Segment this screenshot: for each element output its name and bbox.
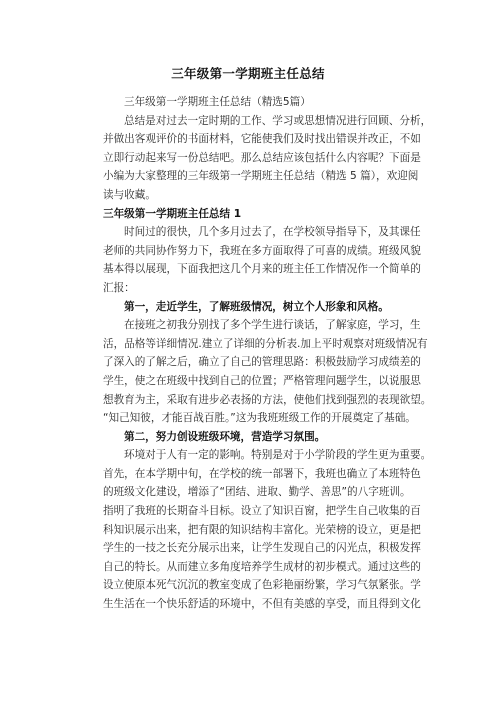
text-line: 生生活在一个快乐舒适的环境中，不但有美感的享受，而且得到文化 [103,598,421,611]
text-line: 老师的共同协作努力下，我班在多方面取得了可喜的成绩。班级风貌 [103,244,421,257]
text-line: “知己知彼，才能百战百胜。”这为我班班级工作的开展奠定了基础。 [103,412,416,425]
text-line: 想教育为主，采取有进步必表扬的方法，使他们找到强烈的表现欲望。 [103,393,432,406]
sub-heading [103,298,400,317]
text-line: 在接班之初我分别找了多个学生进行谈话，了解家庭，学习，生 [124,319,421,332]
text-line: 三年级第一学期班主任总结 1 [103,207,242,220]
text-line: 总结是对过去一定时期的工作、学习或思想情况进行回顾、分析， [124,114,432,127]
text-line: 三年级第一学期班主任总结（精选5篇） [124,96,311,108]
text-line: 指明了我班的长期奋斗目标。设立了知识百窗，把学生自己收集的百 [103,505,421,518]
body-paragraph [103,93,400,112]
text-line: 环境对于人有一定的影响。特别是对于小学阶段的学生更为重要。 [124,449,432,462]
body-paragraph [103,223,421,297]
text-line: 自己的特长。从而建立多角度培养学生成材的初步模式。通过这些的 [103,560,421,573]
text-line: 第二，努力创设班级环境，营造学习氛围。 [124,430,326,443]
body-paragraph [103,112,432,205]
section-heading [103,205,400,224]
text-line: 首先，在本学期中旬，在学校的统一部署下，我班也确立了本班特色 [103,467,421,480]
text-line: 基本得以展现，下面我把这几个月来的班主任工作情况作一个简单的 [103,263,421,276]
text-line: 设立使原本死气沉沉的教室变成了色彩艳丽纷繁，学习气氛紧张。学 [103,579,421,592]
text-line: 时间过的很快，几个多月过去了，在学校领导指导下，及其课任 [124,226,421,239]
body-paragraph [103,446,432,613]
text-line: 小编为大家整理的三年级第一学期班主任总结（精选 5 篇），欢迎阅 [103,170,419,183]
text-line: 汇报： [103,281,135,294]
sub-heading [103,428,400,447]
text-line: 读与收藏。 [103,188,156,201]
text-line: 了深入的了解之后，确立了自己的管理思路：积极鼓励学习成绩差的 [103,356,421,369]
text-line: 科知识展示出来，把有限的知识结构丰富化。光荣榜的设立，更是把 [103,523,421,536]
text-line: 学生的一技之长充分展示出来，让学生发现自己的闪光点，积极发挥 [103,542,421,555]
text-line: 立即行动起来写一份总结吧。那么总结应该包括什么内容呢？下面是 [103,151,421,164]
text-line: 活，品格等详细情况.建立了详细的分析表.加上平时观察对班级情况有 [103,337,428,350]
text-line: 第一，走近学生，了解班级情况，树立个人形象和风格。 [124,300,389,313]
body-paragraph [103,316,432,428]
document-body [103,93,432,614]
text-line: 并做出客观评价的书面材料，它能使我们及时找出错误并改正，不如 [103,133,421,146]
text-line: 的班级文化建设，增添了“团结、进取、勤学、善思”的八字班训。 [103,486,411,499]
text-line: 学生，使之在班级中找到自己的位置；严格管理问题学生，以说服思 [103,374,421,387]
page-title: 三年级第一学期班主任总结 [171,66,325,81]
